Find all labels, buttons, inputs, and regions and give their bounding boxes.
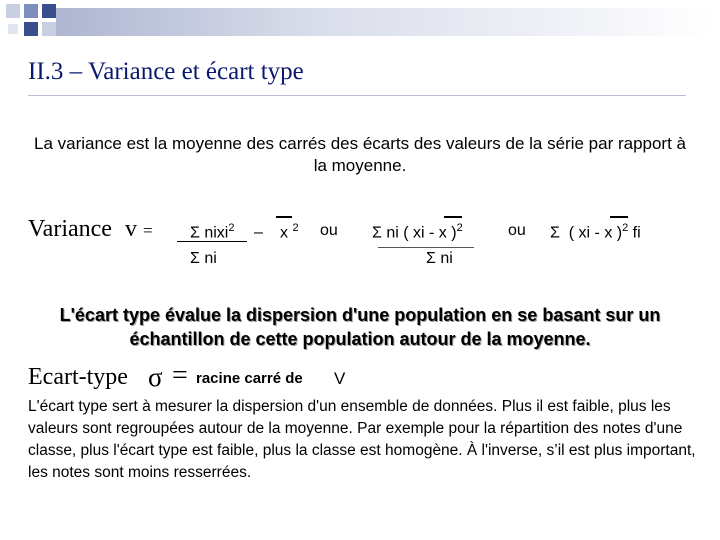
fraction2-line (378, 247, 474, 248)
ecart-label: Ecart-type (28, 364, 128, 390)
ecart-text: racine carré de (196, 370, 303, 387)
explanation-paragraph: L'écart type sert à mesurer la dispersion d'un ensemble de données. Plus il est faible, plus les valeurs sont regroupées autour de la moyenne. Par exemple pour la répartition des notes d'une classe, plus l'écart type est faible, plus la classe est homogène. À l'inverse, s’il est plus important, les notes sont moins resserrées. (28, 398, 696, 481)
fraction2-numerator: Σ ni ( xi - x )$^2$ (372, 222, 463, 242)
header-square (42, 4, 56, 18)
ecart-equals: = (172, 360, 188, 391)
ou-word: ou (508, 222, 526, 239)
ou-word: ou (320, 222, 338, 239)
xbar-overline (276, 216, 292, 218)
fraction1-numerator: Σ nixi$^2$ (190, 222, 235, 242)
header-square (24, 22, 38, 36)
sigma-symbol: σ (148, 362, 163, 392)
page-title: II.3 – Variance et écart type (28, 58, 304, 85)
variance-symbol: v (125, 216, 137, 242)
formula3: Σ ( xi - x )$^2$ fi (550, 222, 641, 242)
ecart-statement: L'écart type évalue la dispersion d'une population en se basant sur un échantillon de cette population autour de la moyenne. (59, 305, 661, 349)
header-square (24, 4, 38, 18)
minus-sign: – (254, 224, 263, 241)
xbar-overline (444, 216, 462, 218)
xbar: x $^2$ (280, 222, 299, 242)
fraction1-line (177, 241, 247, 242)
fraction2-denominator: Σ ni (426, 250, 453, 267)
variance-label: Variance (28, 216, 112, 242)
xbar-overline (610, 216, 628, 218)
title-divider (28, 95, 686, 96)
fraction1-denominator: Σ ni (190, 250, 217, 267)
ecart-v: V (334, 369, 346, 388)
variance-equals: = (143, 221, 153, 240)
header-square (42, 22, 56, 36)
intro-paragraph: La variance est la moyenne des carrés des écarts des valeurs de la série par rapport à la moyenne. (33, 134, 686, 175)
header-square (6, 4, 20, 18)
header-square (8, 24, 18, 34)
header-band (56, 8, 712, 36)
